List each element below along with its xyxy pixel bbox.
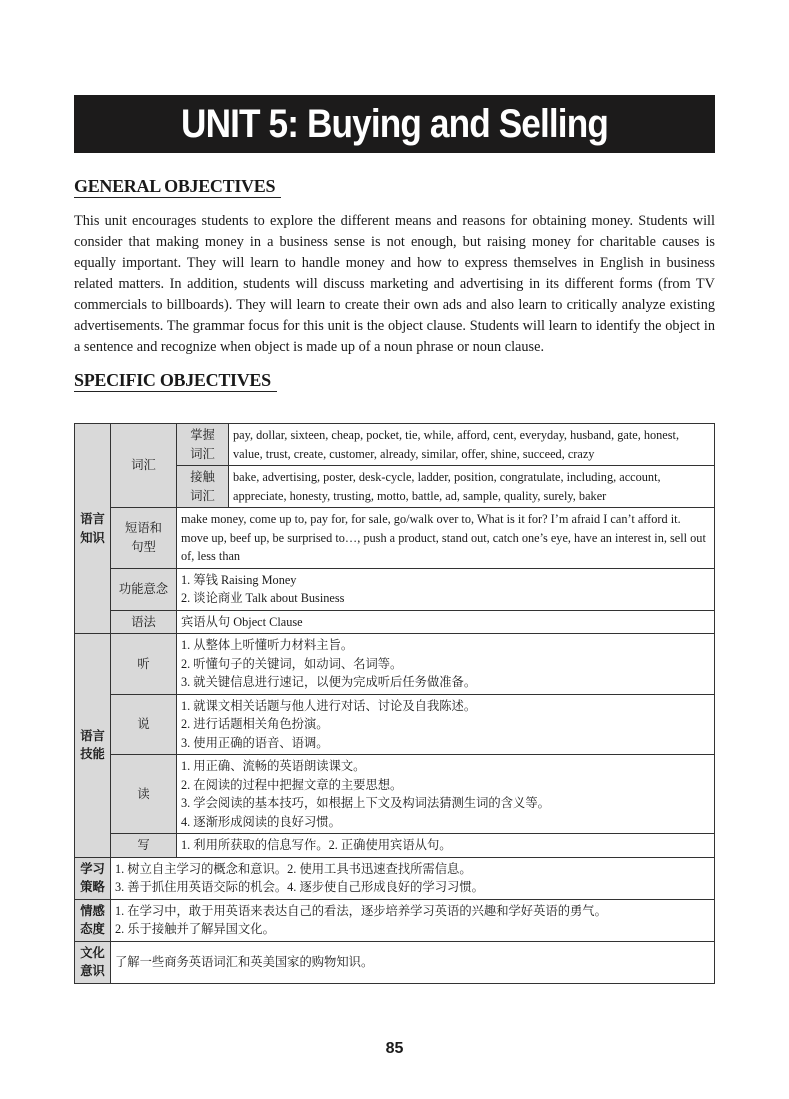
contact-vocabulary-label: 接触 词汇 bbox=[177, 466, 229, 508]
table-row bbox=[75, 610, 715, 634]
table-row bbox=[75, 694, 715, 755]
speaking-label: 说 bbox=[111, 694, 177, 755]
culture-label: 文化 意识 bbox=[75, 941, 111, 983]
attitude-label: 情感 态度 bbox=[75, 899, 111, 941]
table-row bbox=[75, 899, 715, 941]
language-skills-label: 语言 技能 bbox=[75, 634, 111, 858]
language-knowledge-label: 语言 知识 bbox=[75, 424, 111, 634]
reading-content: 1. 用正确、流畅的英语朗读课文。 2. 在阅读的过程中把握文章的主要思想。 3. 学会阅读的基本技巧，如根据上下文及构词法猜测生词的含义等。 4. 逐渐形成阅读的良好习惯。 bbox=[177, 755, 715, 834]
attitude-content: 1. 在学习中，敢于用英语来表达自己的看法，逐步培养学习英语的兴趣和学好英语的勇气。 2. 乐于接触并了解异国文化。 bbox=[111, 899, 715, 941]
table-row bbox=[75, 568, 715, 610]
vocabulary-label: 词汇 bbox=[111, 424, 177, 508]
phrases-content: make money, come up to, pay for, for sale, go/walk over to, What is it for? I’m afraid I can’t afford it. move up, beef up, be surprised to…, push a product, stand out, catch one’s eye, have an interest in, sell out of, less than bbox=[177, 508, 715, 569]
function-label: 功能意念 bbox=[111, 568, 177, 610]
listening-content: 1. 从整体上听懂听力材料主旨。 2. 听懂句子的关键词，如动词、名词等。 3. 就关键信息进行速记，以便为完成听后任务做准备。 bbox=[177, 634, 715, 695]
specific-objectives-heading: SPECIFIC OBJECTIVES bbox=[74, 370, 277, 392]
specific-objectives-table bbox=[74, 423, 715, 984]
unit-title-banner bbox=[74, 95, 715, 153]
general-objectives-heading: GENERAL OBJECTIVES bbox=[74, 176, 281, 198]
listening-label: 听 bbox=[111, 634, 177, 695]
page-number: 85 bbox=[385, 1040, 404, 1057]
table-row bbox=[75, 424, 715, 466]
function-content: 1. 筹钱 Raising Money 2. 谈论商业 Talk about Business bbox=[177, 568, 715, 610]
table-row bbox=[75, 634, 715, 695]
learning-strategy-label: 学习 策略 bbox=[75, 857, 111, 899]
contact-vocabulary-words: bake, advertising, poster, desk-cycle, ladder, position, congratulate, including, account, appreciate, honesty, trusting, motto, battle, ad, sample, quality, surely, baker bbox=[229, 466, 715, 508]
table-row bbox=[75, 857, 715, 899]
master-vocabulary-words: pay, dollar, sixteen, cheap, pocket, tie, while, afford, cent, everyday, husband, gate, honest, value, trust, create, customer, already, similar, offer, shine, succeed, crazy bbox=[229, 424, 715, 466]
table-row bbox=[75, 834, 715, 858]
speaking-content: 1. 就课文相关话题与他人进行对话、讨论及自我陈述。 2. 进行话题相关角色扮演。 3. 使用正确的语音、语调。 bbox=[177, 694, 715, 755]
reading-label: 读 bbox=[111, 755, 177, 834]
learning-strategy-content: 1. 树立自主学习的概念和意识。2. 使用工具书迅速查找所需信息。 3. 善于抓住用英语交际的机会。4. 逐步使自己形成良好的学习习惯。 bbox=[111, 857, 715, 899]
grammar-label: 语法 bbox=[111, 610, 177, 634]
general-objectives-paragraph: This unit encourages students to explore the different means and reasons for obtaining money. Students will consider that making money in a business sense is not enough, but raising money for charitable causes is equally important. They will learn to handle money and how to express themselves in English in business related matters. In addition, students will discuss marketing and advertising in its different forms (from TV commercials to billboards). They will learn to create their own ads and also learn to critically analyze existing advertisements. The grammar focus for this unit is the object clause. Students will learn to identify the object in a sentence and recognize when object is made up of a noun phrase or noun clause. bbox=[74, 213, 715, 355]
culture-content: 了解一些商务英语词汇和英美国家的购物知识。 bbox=[111, 941, 715, 983]
writing-label: 写 bbox=[111, 834, 177, 858]
grammar-content: 宾语从句 Object Clause bbox=[177, 610, 715, 634]
writing-content: 1. 利用所获取的信息写作。2. 正确使用宾语从句。 bbox=[177, 834, 715, 858]
unit-title: UNIT 5: Buying and Selling bbox=[181, 102, 608, 146]
master-vocabulary-label: 掌握 词汇 bbox=[177, 424, 229, 466]
table-row bbox=[75, 508, 715, 569]
table-row bbox=[75, 941, 715, 983]
phrases-label: 短语和 句型 bbox=[111, 508, 177, 569]
table-row bbox=[75, 755, 715, 834]
